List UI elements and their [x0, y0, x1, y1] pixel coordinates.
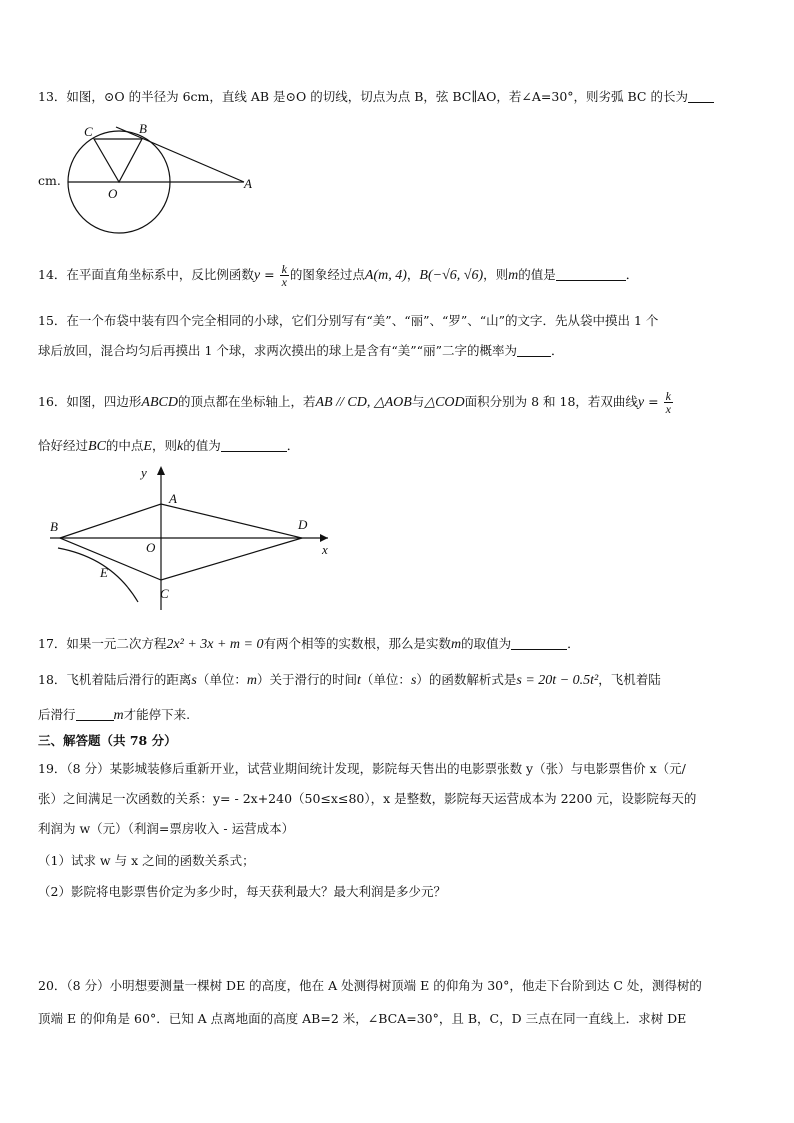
q14-answer-blank[interactable]	[556, 267, 626, 281]
q18-line2b: 才能停下来.	[123, 707, 191, 722]
q15-answer-blank[interactable]	[517, 343, 551, 357]
q14-point-a: A(m, 4)	[364, 268, 407, 283]
q16-answer-blank[interactable]	[221, 438, 287, 452]
fig16-label-a: A	[169, 491, 177, 506]
q16-condition: AB // CD, △AOB	[315, 395, 412, 410]
q15-line1: 15．在一个布袋中装有四个完全相同的小球，它们分别写有“美”、“丽”、“罗”、“山”的文字．先从袋中摸出 1 个	[38, 313, 659, 328]
fig16-label-y: y	[141, 465, 147, 480]
q16-mid1: 的顶点都在坐标轴上，若	[177, 394, 316, 409]
fig13-label-a: A	[244, 176, 252, 191]
q15-line2: 球后放回，混合均匀后再摸出 1 个球，求两次摸出的球上是含有“美”“丽”二字的概率为	[38, 343, 517, 358]
q13-answer-blank[interactable]	[688, 89, 714, 103]
q14-var-y: y	[253, 268, 261, 283]
q20-line1: 20．（8 分）小明想要测量一棵树 DE 的高度，他在 A 处测得树顶端 E 的仰角为 30°，他走下台阶到达 C 处，测得树的	[38, 978, 702, 993]
q14-frac-den: x	[281, 275, 287, 289]
q14-mid1: 的图象经过点	[289, 267, 365, 282]
q14-post: 的值是	[518, 267, 556, 282]
q17-var-m: m	[451, 637, 462, 652]
q18-line2	[38, 706, 190, 725]
q16-e: E	[143, 439, 152, 454]
fig16-label-b: B	[50, 519, 58, 534]
q18-var-s2: s	[410, 673, 417, 688]
q16-line2a: 恰好经过	[38, 438, 89, 453]
q19-sub1: （1）试求 w 与 x 之间的函数关系式；	[38, 853, 255, 868]
q16-frac-num: k	[665, 389, 671, 403]
q17-end: ．	[567, 636, 580, 651]
q17-post: 的取值为	[461, 636, 512, 651]
q15-line2-wrap	[38, 342, 563, 360]
q16-line2d: 的值为	[183, 438, 221, 453]
q14-text	[38, 263, 638, 288]
q14-mid2: ，则	[483, 267, 509, 282]
q17-mid: 有两个相等的实数根，那么是实数	[263, 636, 451, 651]
q17-equation: 2x² + 3x + m = 0	[166, 637, 264, 652]
q14-var-m: m	[508, 268, 519, 283]
q16-mid2: 与	[411, 394, 425, 409]
q14-stem: 14．在平面直角坐标系中，反比例函数	[38, 267, 254, 282]
q17-stem: 17．如果一元二次方程	[38, 636, 167, 651]
fig13-label-c: C	[84, 124, 93, 139]
q18-var-m: m	[246, 673, 258, 688]
q18-mid4: ）的函数解析式是	[416, 672, 517, 687]
q16-equals: =	[644, 394, 663, 409]
q18-stem: 18．飞机着陆后滑行的距离	[38, 672, 192, 687]
q13-text	[38, 88, 714, 106]
q18-line2a: 后滑行	[38, 707, 76, 722]
fig16-label-d: D	[298, 517, 308, 532]
fig16-label-e: E	[100, 565, 108, 580]
q14-point-b: B(−√6, √6)	[419, 268, 484, 283]
q18-mid1: （单位：	[196, 672, 247, 687]
q16-frac-den: x	[665, 402, 671, 416]
q16-fraction	[664, 390, 673, 415]
q18-answer-blank[interactable]	[76, 707, 114, 721]
q14-equals: =	[260, 267, 279, 282]
q13-figure	[60, 118, 270, 238]
q19-line1: 19．（8 分）某影城装修后重新开业，试营业期间统计发现，影院每天售出的电影票张数 y（张）与电影票售价 x（元/	[38, 761, 686, 776]
q18-post: ，飞机着陆	[598, 672, 661, 687]
q14-sep: ，	[406, 267, 420, 282]
fig13-label-o: O	[108, 186, 118, 201]
q16-line2b: 的中点	[105, 438, 144, 453]
q17-answer-blank[interactable]	[511, 636, 567, 650]
q19-sub2: （2）影院将电影票售价定为多少时，每天获利最大？最大利润是多少元？	[38, 884, 446, 899]
q13-unit: cm.	[38, 173, 61, 188]
q18-mid3: （单位：	[360, 672, 411, 687]
q16-mid3: 面积分别为 8 和 18，若双曲线	[464, 394, 638, 409]
q18-unit-m: m	[113, 708, 124, 723]
q18-line1	[38, 671, 661, 690]
q16-line1	[38, 390, 674, 415]
q14-fraction	[280, 263, 289, 288]
q18-formula: s = 20t − 0.5t²	[516, 673, 599, 688]
q18-var-t: t	[357, 673, 361, 688]
q16-var-y: y	[637, 395, 645, 410]
q17-text	[38, 635, 580, 654]
q18-mid2: ）关于滑行的时间	[257, 672, 358, 687]
q16-figure	[40, 462, 340, 612]
q19-line3: 利润为 w（元）（利润=票房收入 - 运营成本）	[38, 821, 295, 836]
q16-stem: 16．如图，四边形	[38, 394, 142, 409]
q14-frac-num: k	[281, 262, 287, 276]
fig16-label-o: O	[146, 540, 156, 555]
q14-end: ．	[625, 267, 639, 282]
q15-end: ．	[550, 343, 564, 358]
fig16-label-x: x	[322, 542, 328, 557]
q16-k: k	[177, 439, 184, 454]
q16-cod: △COD	[424, 395, 465, 410]
q16-bc: BC	[88, 439, 106, 454]
q19-line2: 张）之间满足一次函数的关系：y= - 2x+240（50≤x≤80），x 是整数，影院每天运营成本为 2200 元，设影院每天的	[38, 791, 697, 806]
q16-line2	[38, 437, 299, 456]
fig13-label-b: B	[139, 121, 147, 136]
q18-var-s: s	[191, 673, 197, 688]
q20-line2: 顶端 E 的仰角是 60°．已知 A 点离地面的高度 AB=2 米，∠BCA=30°，且 B，C，D 三点在同一直线上．求树 DE	[38, 1011, 687, 1026]
fig16-label-c: C	[160, 586, 169, 601]
q16-end: ．	[286, 438, 300, 453]
q16-line2c: ，则	[151, 438, 177, 453]
q16-abcd: ABCD	[141, 395, 178, 410]
section-heading: 三、解答题（共 78 分）	[38, 733, 177, 748]
q13-stem: 13．如图，⊙O 的半径为 6cm，直线 AB 是⊙O 的切线，切点为点 B，弦 BC∥AO，若∠A=30°，则劣弧 BC 的长为	[38, 89, 688, 104]
